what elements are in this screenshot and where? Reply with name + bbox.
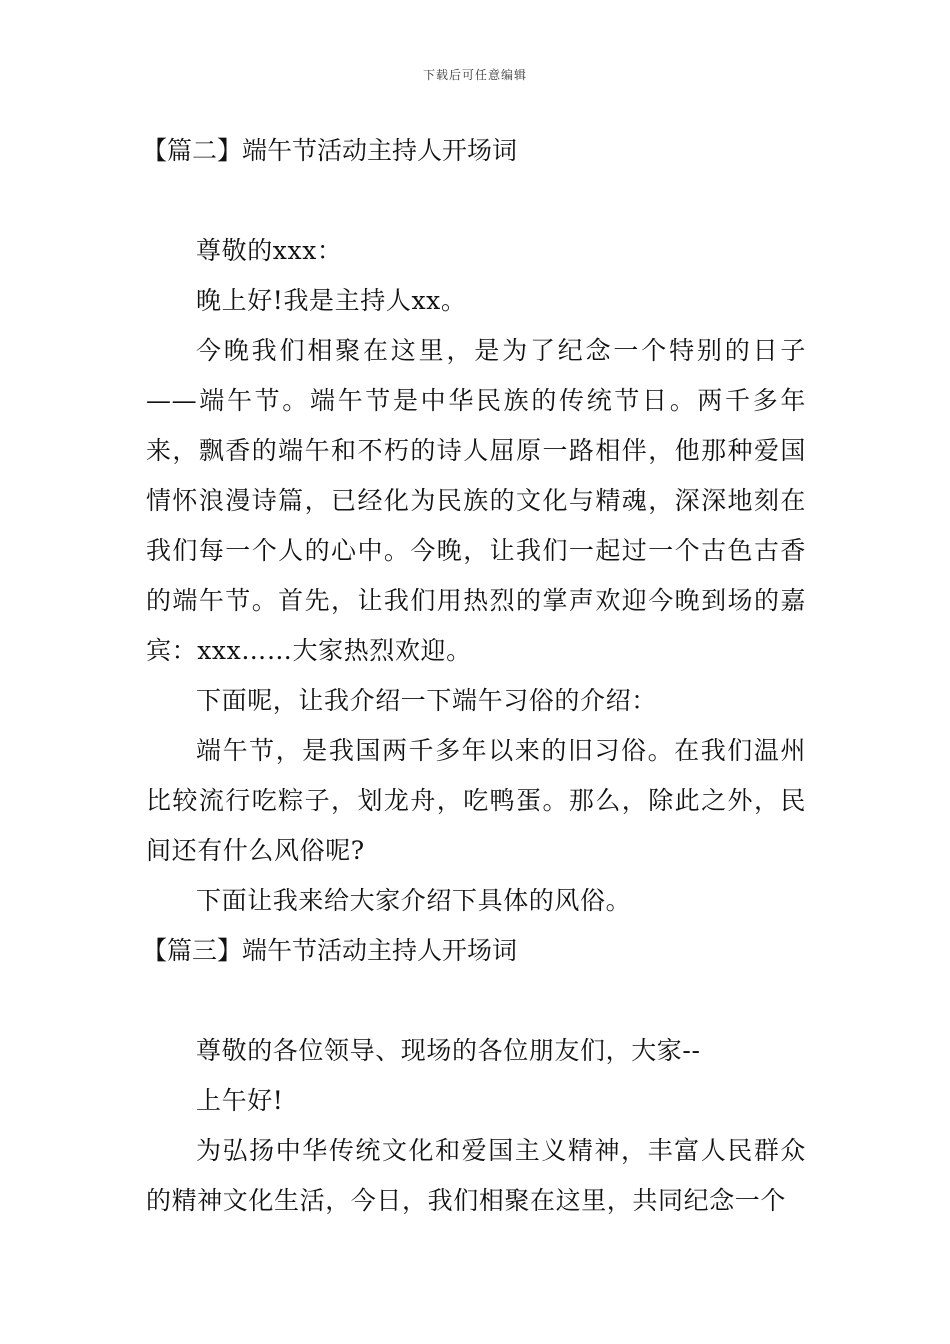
opening-paragraph: 为弘扬中华传统文化和爱国主义精神，丰富人民群众的精神文化生活，今日，我们相聚在这里，共同纪念一个 [146,1136,806,1215]
custom-intro-paragraph: 下面呢，让我介绍一下端午习俗的介绍： [196,686,657,715]
section-3-heading: 【篇三】端午节活动主持人开场词 [142,936,518,965]
intro-paragraph: 今晚我们相聚在这里，是为了纪念一个特别的日子——端午节。端午节是中华民族的传统节日。两千多年来，飘香的端午和不朽的诗人屈原一路相伴，他那种爱国情怀浪漫诗篇，已经化为民族的文化与精魂，深深地刻在我们每一个人的心中。今晚，让我们一起过一个古色古香的端午节。首先，让我们用热烈的掌声欢迎今晚到场的嘉宾：xxx……大家热烈欢迎。 [146,336,806,665]
blank-line [146,176,806,226]
greeting-paragraph: 上午好! [196,1086,284,1115]
custom-transition-paragraph: 下面让我来给大家介绍下具体的风俗。 [196,886,632,915]
custom-detail-paragraph: 端午节，是我国两千多年以来的旧习俗。在我们温州比较流行吃粽子，划龙舟，吃鸭蛋。那么，除此之外，民间还有什么风俗呢? [146,736,806,865]
greeting-paragraph: 晚上好!我是主持人xx。 [196,286,467,315]
section-2-heading: 【篇二】端午节活动主持人开场词 [142,136,518,165]
salutation-paragraph: 尊敬的各位领导、现场的各位朋友们，大家-- [196,1036,701,1065]
document-body [142,126,806,1226]
blank-line [146,976,806,1026]
header-note: 下载后可任意编辑 [422,68,527,82]
salutation-paragraph: 尊敬的xxx： [196,236,343,265]
